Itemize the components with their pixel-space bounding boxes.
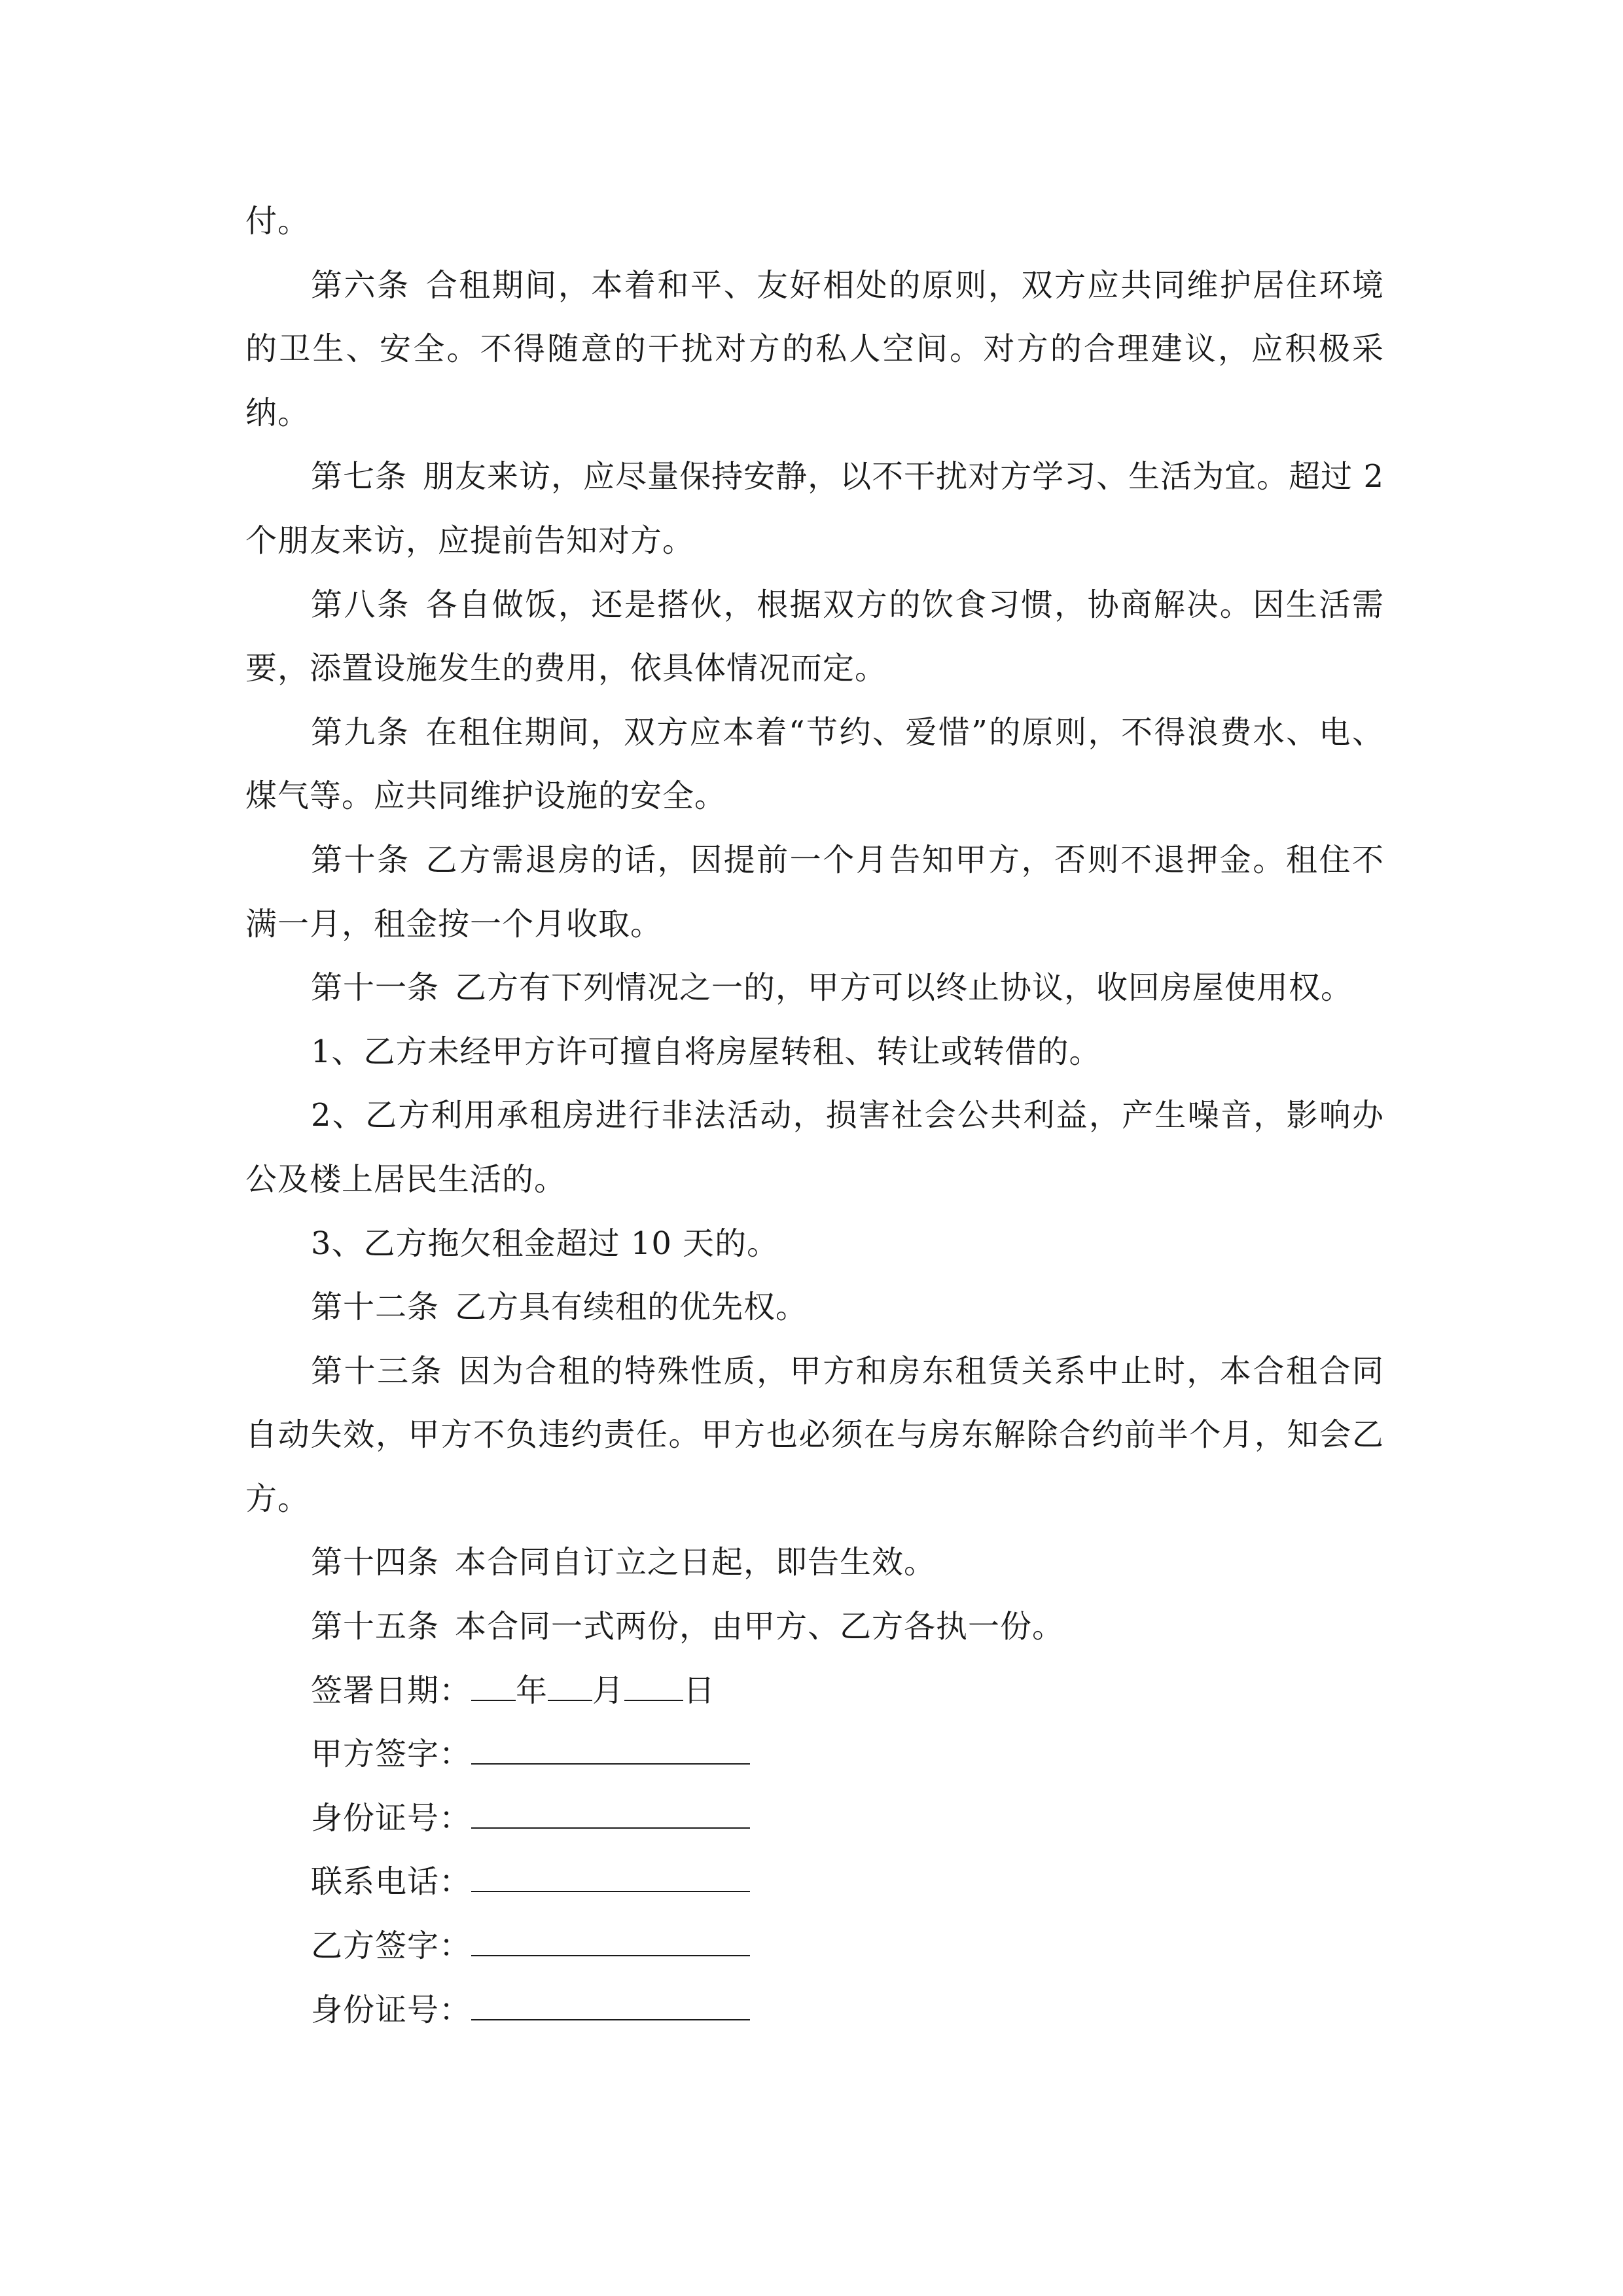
- day-blank[interactable]: [624, 1659, 683, 1701]
- article-text: 乙方需退房的话，因提前一个月告知甲方，否则不退押金。租住不满一月，租金按一个月收取。: [245, 841, 1384, 942]
- field-label: 甲方签字：: [311, 1736, 472, 1773]
- article-text: 本合同一式两份，由甲方、乙方各执一份。: [455, 1608, 1065, 1645]
- day-label: 日: [683, 1672, 716, 1709]
- party-a-signature-blank[interactable]: [471, 1723, 750, 1765]
- party-b-id-row: [245, 1979, 1384, 2043]
- contract-body: [245, 190, 1384, 2042]
- year-blank[interactable]: [471, 1659, 516, 1701]
- field-label: 身份证号：: [311, 1991, 472, 2028]
- article-number: 第九条: [311, 713, 410, 751]
- party-a-signature-row: [245, 1723, 1384, 1787]
- sub-item-3: 3、乙方拖欠租金超过 10 天的。: [311, 1225, 779, 1262]
- field-label: 乙方签字：: [311, 1928, 472, 1965]
- sub-item-1: 1、乙方未经甲方许可擅自将房屋转租、转让或转借的。: [311, 1033, 1101, 1070]
- article-text: 因为合租的特殊性质，甲方和房东租赁关系中止时，本合租合同自动失效，甲方不负违约责任。甲方也必须在与房东解除合约前半个月，知会乙方。: [245, 1352, 1384, 1517]
- party-a-id-row: [245, 1787, 1384, 1851]
- article-10: [245, 829, 1384, 956]
- article-6: [245, 254, 1384, 446]
- article-text: 朋友来访，应尽量保持安静，以不干扰对方学习、生活为宜。超过 2 个朋友来访，应提前告知对方。: [245, 458, 1384, 559]
- year-label: 年: [516, 1672, 548, 1709]
- party-b-signature-row: [245, 1914, 1384, 1979]
- party-b-signature-blank[interactable]: [471, 1914, 750, 1956]
- article-number: 第六条: [311, 266, 410, 304]
- article-text: 乙方有下列情况之一的，甲方可以终止协议，收回房屋使用权。: [455, 969, 1353, 1007]
- article-number: 第十条: [311, 841, 410, 878]
- article-12: [245, 1276, 1384, 1340]
- article-8: [245, 573, 1384, 701]
- signing-date-row: [245, 1659, 1384, 1723]
- article-number: 第十二条: [311, 1289, 440, 1326]
- article-number: 第七条: [311, 458, 408, 495]
- article-13: [245, 1340, 1384, 1532]
- continuation-text: 付。: [245, 203, 310, 240]
- article-number: 第八条: [311, 586, 410, 623]
- article-text: 各自做饭，还是搭伙，根据双方的饮食习惯，协商解决。因生活需要，添置设施发生的费用，依具体情况而定。: [245, 586, 1384, 687]
- article-14: [245, 1531, 1384, 1595]
- field-label: 联系电话：: [311, 1863, 472, 1901]
- article-text: 在租住期间，双方应本着“节约、爱惜”的原则，不得浪费水、电、煤气等。应共同维护设施的安全。: [245, 713, 1384, 815]
- article-11: [245, 956, 1384, 1020]
- article-number: 第十四条: [311, 1544, 440, 1581]
- party-a-phone-blank[interactable]: [471, 1850, 750, 1892]
- party-a-phone-row: [245, 1850, 1384, 1914]
- field-label: 身份证号：: [311, 1799, 472, 1837]
- sub-item-2: 2、乙方利用承租房进行非法活动，损害社会公共利益，产生噪音，影响办公及楼上居民生活的。: [245, 1097, 1384, 1198]
- article-number: 第十五条: [311, 1608, 440, 1645]
- month-label: 月: [592, 1672, 625, 1709]
- article-text: 本合同自订立之日起，即告生效。: [455, 1544, 936, 1581]
- article-number: 第十一条: [311, 969, 440, 1007]
- article-number: 第十三条: [311, 1352, 444, 1390]
- signing-date-label: 签署日期：: [311, 1672, 472, 1709]
- article-text: 合租期间，本着和平、友好相处的原则，双方应共同维护居住环境的卫生、安全。不得随意的干扰对方的私人空间。对方的合理建议，应积极采纳。: [245, 266, 1384, 431]
- party-a-id-blank[interactable]: [471, 1787, 750, 1829]
- article-9: [245, 701, 1384, 829]
- article-text: 乙方具有续租的优先权。: [455, 1289, 808, 1326]
- party-b-id-blank[interactable]: [471, 1979, 750, 2020]
- month-blank[interactable]: [548, 1659, 592, 1701]
- article-15: [245, 1595, 1384, 1659]
- article-7: [245, 445, 1384, 573]
